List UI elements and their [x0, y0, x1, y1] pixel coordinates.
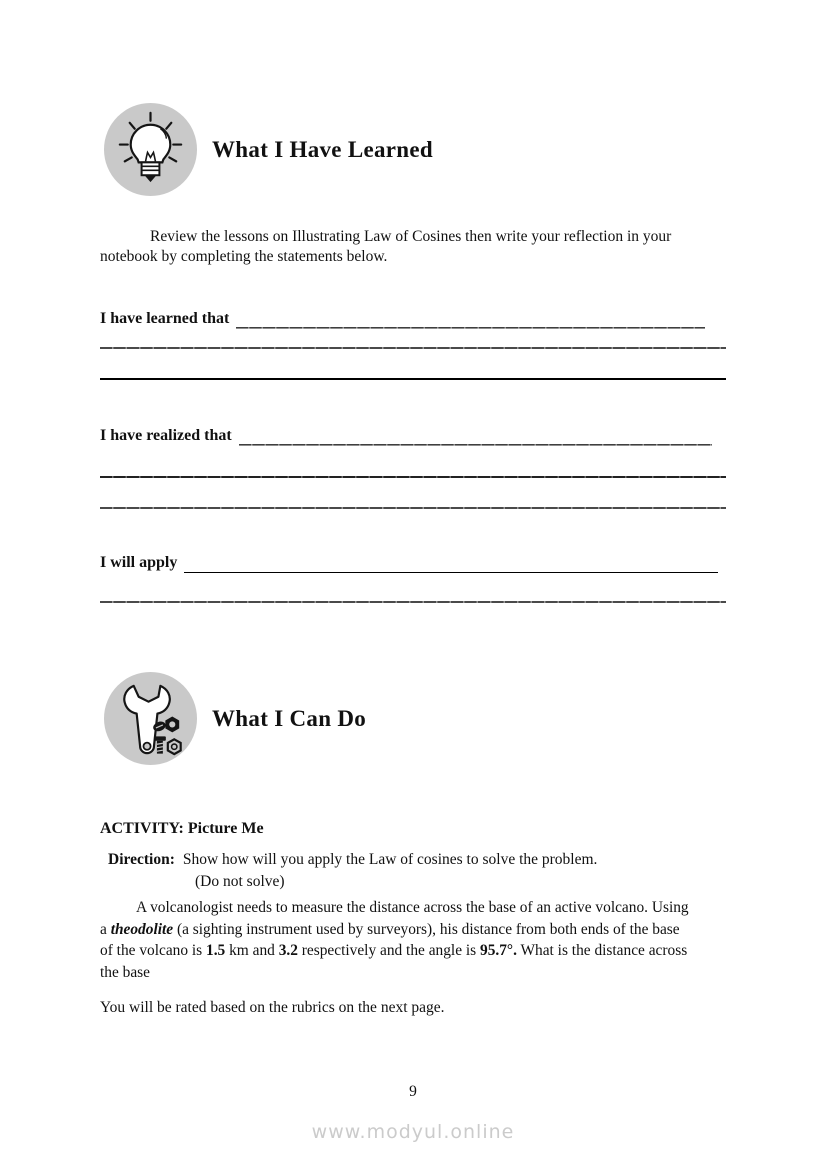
answer-line — [100, 347, 726, 349]
prompt-apply-label: I will apply — [100, 554, 178, 571]
section-title-what-i-have-learned: What I Have Learned — [212, 136, 433, 162]
lightbulb-icon — [103, 102, 198, 197]
direction-text: Show how will you apply the Law of cosines to solve the problem. — [182, 851, 598, 868]
section-header-what-i-can-do — [103, 671, 366, 766]
problem-text: a — [100, 920, 111, 938]
problem-text: What is the distance across — [516, 942, 688, 959]
direction-note: (Do not solve) — [195, 873, 285, 890]
rating-note: You will be rated based on the rubrics on the next page. — [100, 999, 445, 1016]
page-number: 9 — [409, 1083, 417, 1100]
watermark: www.modyul.online — [311, 1121, 515, 1143]
direction-label: Direction: — [108, 851, 175, 868]
problem-paragraph — [100, 897, 732, 983]
answer-line — [100, 507, 726, 509]
prompt-realized-label: I have realized that — [100, 427, 232, 444]
problem-text: (a sighting instrument used by surveyors), his distance from both ends of the base — [173, 920, 680, 938]
problem-text: of the volcano is — [100, 942, 206, 959]
direction-block — [108, 849, 730, 893]
section-title-what-i-can-do: What I Can Do — [212, 705, 367, 731]
prompt-apply — [100, 552, 718, 573]
problem-line: A volcanologist needs to measure the distance across the base of an active volcano. Using — [136, 899, 689, 916]
section-header-what-i-have-learned — [103, 102, 433, 197]
prompt-learned-label: I have learned that — [100, 310, 230, 327]
problem-line — [100, 919, 732, 941]
value-angle: 95.7°. — [480, 942, 517, 959]
value-distance-1: 1.5 — [206, 942, 226, 959]
answer-line — [100, 378, 726, 380]
answer-blank — [184, 554, 718, 573]
answer-blank — [239, 426, 712, 446]
direction-line — [108, 849, 730, 871]
problem-line: the base — [100, 963, 150, 981]
answer-line — [100, 476, 726, 478]
prompt-realized — [100, 425, 712, 446]
answer-blank — [236, 309, 705, 329]
answer-line — [100, 601, 726, 603]
wrench-icon — [103, 671, 198, 766]
intro-paragraph: Review the lessons on Illustrating Law of Cosines then write your reflection in your notebook by completing the statements below. — [100, 228, 672, 265]
activity-title: ACTIVITY: Picture Me — [100, 820, 264, 837]
term-theodolite: theodolite — [110, 920, 174, 938]
problem-text: km and — [225, 942, 279, 959]
prompt-learned — [100, 308, 705, 329]
problem-text: respectively and the angle is — [297, 942, 480, 959]
problem-line — [100, 940, 732, 962]
value-distance-2: 3.2 — [278, 942, 298, 959]
